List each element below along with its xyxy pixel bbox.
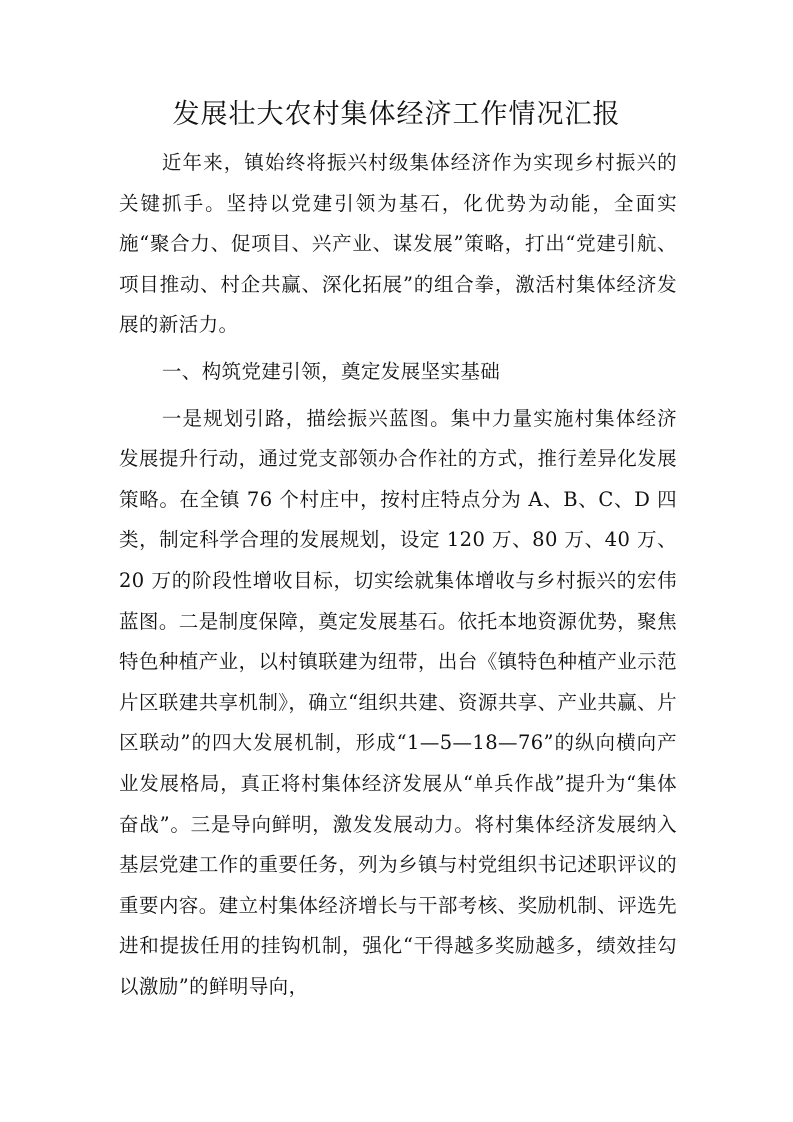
intro-paragraph: 近年来，镇始终将振兴村级集体经济作为实现乡村振兴的关键抓手。坚持以党建引领为基石，化优势为动能，全面实施“聚合力、促项目、兴产业、谋发展”策略，打出“党建引航、项目推动、村企共赢、深化拓展”的组合拳，激活村集体经济发展的新活力。 xyxy=(119,151,677,337)
section-heading: 一、构筑党建引领，奠定发展坚实基础 xyxy=(161,359,501,383)
document-title: 发展壮大农村集体经济工作情况汇报 xyxy=(172,99,621,130)
document-body xyxy=(119,143,677,1007)
body-paragraph: 一是规划引路，描绘振兴蓝图。集中力量实施村集体经济发展提升行动，通过党支部领办合作社的方式，推行差异化发展策略。在全镇 76 个村庄中，按村庄特点分为 A、B、C、D 四类，制定科学合理的发展规划，设定 120 万、80 万、40 万、20 万的阶段性增收目标，切实绘就集体增收与乡村振兴的宏伟蓝图。二是制度保障，奠定发展基石。依托本地资源优势，聚焦特色种植产业，以村镇联建为纽带，出台《镇特色种植产业示范片区联建共享机制》，确立“组织共建、资源共享、产业共赢、片区联动”的四大发展机制，形成“1—5—18—76”的纵向横向产业发展格局，真正将村集体经济发展从“单兵作战”提升为“集体奋战”。三是导向鲜明，激发发展动力。将村集体经济发展纳入基层党建工作的重要任务，列为乡镇与村党组织书记述职评议的重要内容。建立村集体经济增长与干部考核、奖励机制、评选先进和提拔任用的挂钩机制，强化“干得越多奖励越多，绩效挂勾以激励”的鲜明导向， xyxy=(119,406,677,998)
